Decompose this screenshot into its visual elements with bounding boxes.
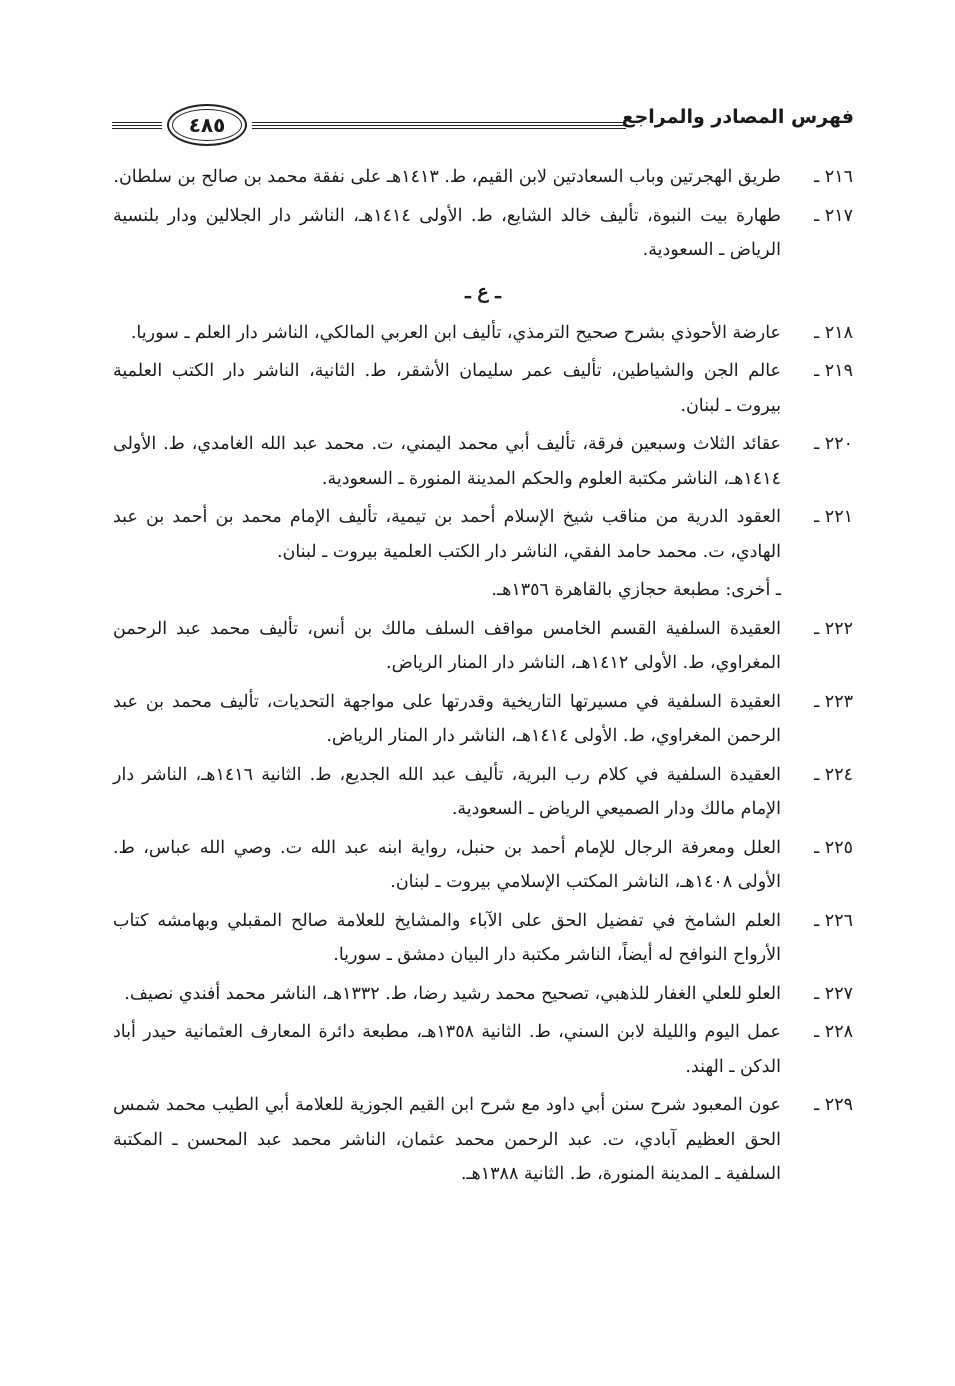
header-rule-left — [112, 122, 162, 130]
header-rule-right — [252, 122, 626, 130]
entry-number: ٢٢٨ ـ — [814, 1022, 853, 1042]
entry-number: ٢٢٣ ـ — [814, 691, 853, 712]
running-title: فهرس المصادر والمراجع — [621, 106, 854, 128]
bibliography-entry — [113, 612, 853, 681]
entry-text: العقيدة السلفية في مسيرتها التاريخية وقدرتها على مواجهة التحديات، تأليف محمد بن عبد الرحمن المغراوي، ط. الأولى ١٤١٤هـ، الناشر دار المنار الرياض. — [113, 691, 781, 746]
bibliography-entry — [113, 977, 853, 1012]
entry-number: ٢١٧ ـ — [814, 205, 853, 226]
bibliography-entry — [113, 427, 853, 496]
entry-number: ٢٢٦ ـ — [814, 910, 853, 931]
entry-text: عالم الجن والشياطين، تأليف عمر سليمان الأشقر، ط. الثانية، الناشر دار الكتب العلمية بيروت ـ لبنان. — [113, 361, 781, 416]
entry-text: العقيدة السلفية في كلام رب البرية، تأليف عبد الله الجديع، ط. الثانية ١٤١٦هـ، الناشر دار الإمام مالك ودار الصميعي الرياض ـ السعودية. — [113, 764, 781, 819]
page-number: ٤٨٥ — [188, 113, 226, 137]
entry-number: ٢٢٧ ـ — [814, 983, 853, 1004]
bibliography-entry — [113, 160, 853, 195]
entry-text: ـ أخرى: مطبعة حجازي بالقاهرة ١٣٥٦هـ. — [491, 580, 781, 600]
section-heading: ـ ع ـ — [465, 280, 501, 303]
bibliography-entry — [113, 1015, 853, 1084]
entry-text: العلل ومعرفة الرجال للإمام أحمد بن حنبل، رواية ابنه عبد الله ت. وصي الله عباس، ط. الأولى ١٤٠٨هـ، الناشر المكتب الإسلامي بيروت ـ لبنان. — [113, 837, 781, 892]
entry-number: ٢١٨ ـ — [814, 322, 853, 343]
entry-number: ٢٢٥ ـ — [814, 837, 853, 858]
bibliography-entry — [113, 573, 853, 608]
bibliography-entry — [113, 354, 853, 423]
bibliography-entry — [113, 316, 853, 351]
bibliography-entry — [113, 685, 853, 754]
entry-text: عون المعبود شرح سنن أبي داود مع شرح ابن القيم الجوزية للعلامة أبي الطيب محمد شمس الحق العظيم آبادي، ت. عبد الرحمن محمد عثمان، الناشر محمد عبد المحسن ـ المكتبة السلفية ـ المدينة المنورة، ط. الثانية ١٣٨٨هـ. — [113, 1095, 781, 1184]
entry-text: العلم الشامخ في تفضيل الحق على الآباء والمشايخ للعلامة صالح المقبلي وبهامشه كتاب الأرواح النوافح له أيضاً، الناشر مكتبة دار البيان دمشق ـ سوريا. — [113, 910, 781, 965]
bibliography-entry — [113, 904, 853, 973]
entry-text: طهارة بيت النبوة، تأليف خالد الشايع، ط. الأولى ١٤١٤هـ، الناشر دار الجلالين ودار بلنسية الرياض ـ السعودية. — [113, 205, 781, 260]
bibliography-entry — [113, 1088, 853, 1192]
entry-text: عمل اليوم والليلة لابن السني، ط. الثانية ١٣٥٨هـ، مطبعة دائرة المعارف العثمانية حيدر أباد الدكن ـ الهند. — [113, 1022, 781, 1077]
entries-after-heading — [113, 316, 853, 1192]
entry-number: ٢١٩ ـ — [814, 361, 853, 381]
entry-number: ٢٢١ ـ — [814, 507, 853, 527]
bibliography-entry — [113, 500, 853, 569]
entries-before-heading — [113, 160, 853, 268]
entry-number: ٢٢٩ ـ — [814, 1095, 853, 1115]
bibliography-list — [113, 160, 853, 1196]
entry-text: العقود الدرية من مناقب شيخ الإسلام أحمد بن تيمية، تأليف الإمام محمد بن أحمد بن عبد الهادي، ت. محمد حامد الفقي، الناشر دار الكتب العلمية بيروت ـ لبنان. — [113, 507, 781, 562]
entry-text: طريق الهجرتين وباب السعادتين لابن القيم، ط. ١٤١٣هـ على نفقة محمد بن صالح بن سلطان. — [113, 167, 781, 187]
entry-text: عارضة الأحوذي بشرح صحيح الترمذي، تأليف ابن العربي المالكي، الناشر دار العلم ـ سوريا. — [130, 322, 781, 343]
entry-number: ٢٢٠ ـ — [814, 434, 853, 454]
entry-text: العقيدة السلفية القسم الخامس مواقف السلف مالك بن أنس، تأليف محمد عبد الرحمن المغراوي، ط. الأولى ١٤١٢هـ، الناشر دار المنار الرياض. — [113, 618, 781, 673]
page-number-badge — [167, 104, 247, 146]
entry-text: عقائد الثلاث وسبعين فرقة، تأليف أبي محمد اليمني، ت. محمد عبد الله الغامدي، ط. الأولى ١٤١٤هـ، الناشر مكتبة العلوم والحكم المدينة المنورة ـ السعودية. — [113, 434, 781, 489]
entry-number: ٢٢٤ ـ — [814, 764, 853, 785]
entry-number: ٢٢٢ ـ — [814, 618, 853, 639]
bibliography-entry — [113, 831, 853, 900]
bibliography-entry — [113, 199, 853, 268]
page-header — [112, 92, 854, 152]
entry-number: ٢١٦ ـ — [814, 167, 853, 187]
bibliography-entry — [113, 758, 853, 827]
entry-text: العلو للعلي الغفار للذهبي، تصحيح محمد رشيد رضا، ط. ١٣٣٢هـ، الناشر محمد أفندي نصيف. — [124, 983, 781, 1004]
